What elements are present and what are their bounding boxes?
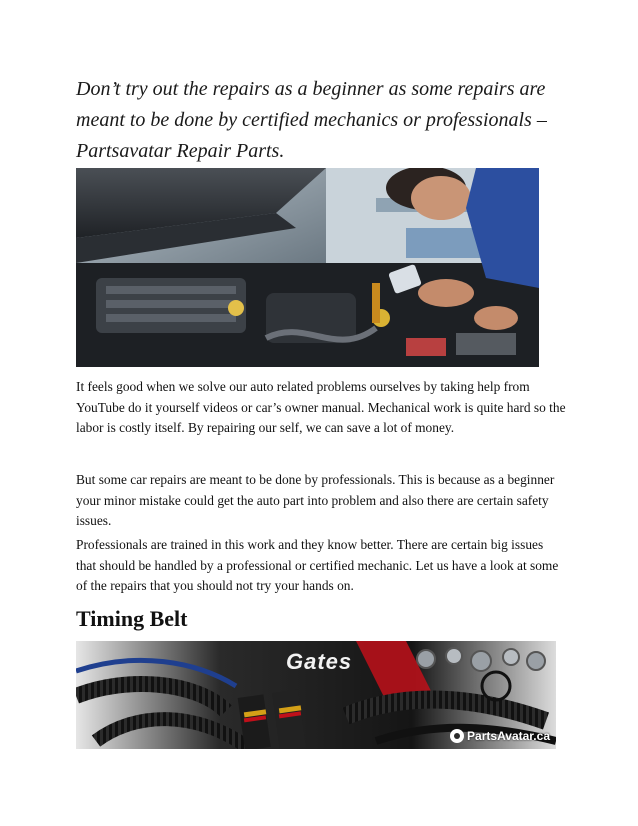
partsavatar-watermark bbox=[450, 727, 550, 745]
partsavatar-logo-icon bbox=[450, 729, 464, 743]
intro-italic-text: Don’t try out the repairs as a beginner as some repairs are meant to be done by certified mechanics or professionals – Partsavatar Repair Parts. bbox=[76, 78, 547, 162]
section-heading-timing-belt: Timing Belt bbox=[76, 606, 188, 631]
paragraph-diy-repairs: It feels good when we solve our auto related problems ourselves by taking help from YouTube do it yourself videos or car’s owner manual. Mechanical work is quite hard so the labor is costly itself. By repairing our self, we can save a lot of money. bbox=[76, 379, 566, 436]
watermark-text: PartsAvatar.ca bbox=[467, 729, 550, 743]
paragraph-trained-professionals: Professionals are trained in this work and they know better. There are certain big issues that should be handled by a professional or certified mechanic. Let us have a look at some of the repairs that you should not try your hands on. bbox=[76, 537, 559, 594]
timing-belt-photo bbox=[76, 641, 556, 749]
mechanic-engine-photo bbox=[76, 168, 539, 367]
gates-logo: Gates bbox=[286, 649, 353, 674]
paragraph-professional-repairs: But some car repairs are meant to be done by professionals. This is because as a beginner your minor mistake could get the auto part into problem and also there are certain safety issues. bbox=[76, 472, 555, 529]
